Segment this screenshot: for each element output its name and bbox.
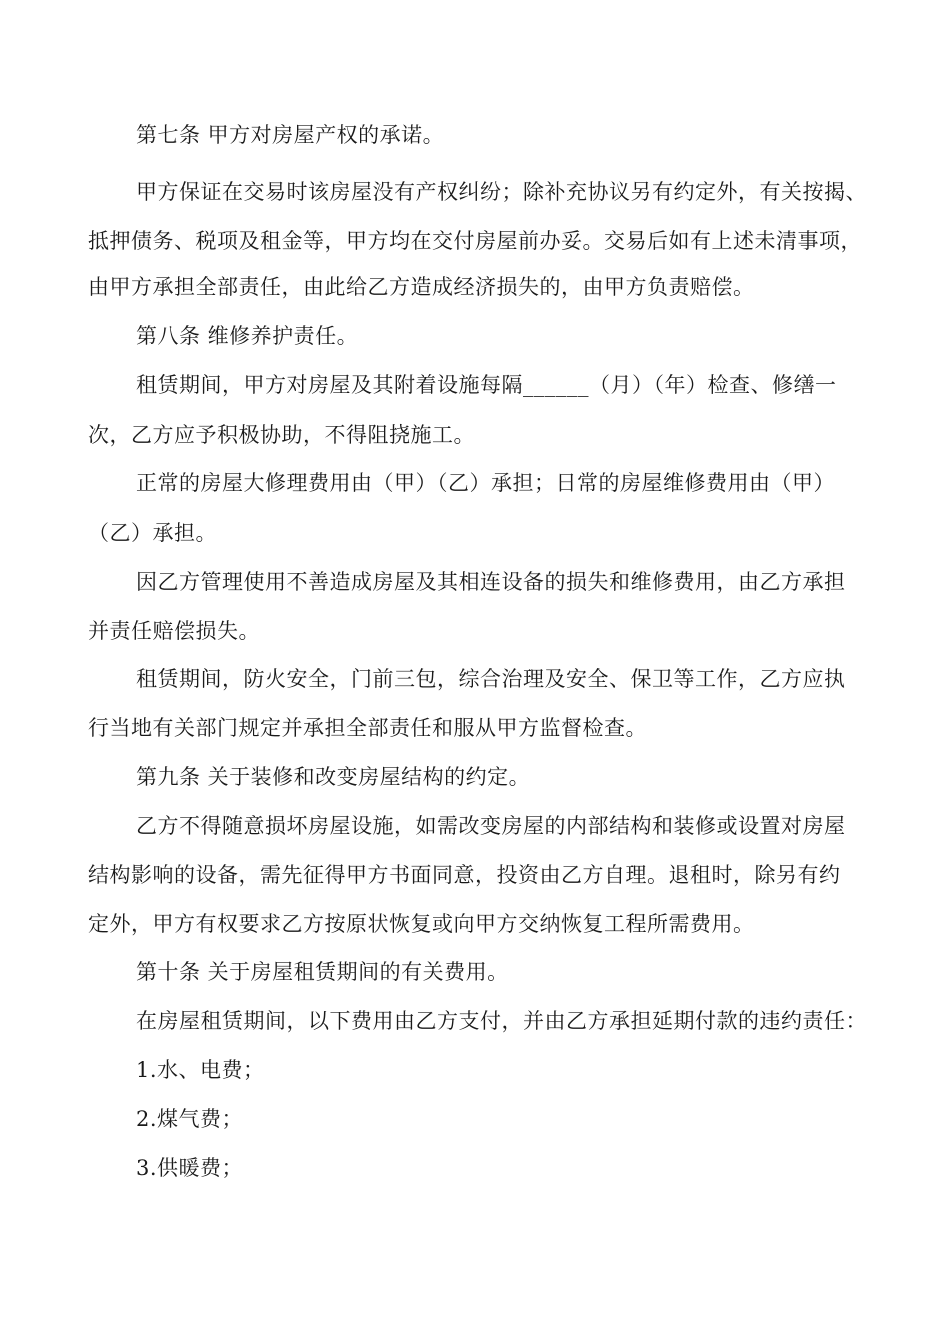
paragraph-line: 乙方不得随意损坏房屋设施，如需改变房屋的内部结构和装修或设置对房屋 — [136, 814, 846, 838]
paragraph-line: 租赁期间，甲方对房屋及其附着设施每隔______（月）（年）检查、修缮一 — [136, 373, 837, 397]
paragraph-line: （乙）承担。 — [88, 521, 217, 545]
paragraph-line: 甲方保证在交易时该房屋没有产权纠纷；除补充协议另有约定外，有关按揭、 — [136, 180, 867, 204]
paragraph-line: 正常的房屋大修理费用由（甲）（乙）承担；日常的房屋维修费用由（甲） — [136, 471, 835, 495]
article-8-heading: 第八条 维修养护责任。 — [136, 324, 359, 348]
article-9-heading: 第九条 关于装修和改变房屋结构的约定。 — [136, 765, 531, 789]
paragraph-line: 由甲方承担全部责任，由此给乙方造成经济损失的，由甲方负责赔偿。 — [88, 275, 755, 299]
paragraph-line: 并责任赔偿损失。 — [88, 619, 260, 643]
paragraph-line: 抵押债务、税项及租金等，甲方均在交付房屋前办妥。交易后如有上述未清事项， — [88, 229, 862, 253]
paragraph-line: 结构影响的设备，需先征得甲方书面同意，投资由乙方自理。退租时，除另有约 — [88, 863, 841, 887]
paragraph-line: 租赁期间，防火安全，门前三包，综合治理及安全、保卫等工作，乙方应执 — [136, 667, 846, 691]
paragraph-line: 定外，甲方有权要求乙方按原状恢复或向甲方交纳恢复工程所需费用。 — [88, 912, 755, 936]
paragraph-line: 因乙方管理使用不善造成房屋及其相连设备的损失和维修费用，由乙方承担 — [136, 570, 846, 594]
article-7-heading: 第七条 甲方对房屋产权的承诺。 — [136, 123, 445, 147]
paragraph-line: 行当地有关部门规定并承担全部责任和服从甲方监督检查。 — [88, 716, 647, 740]
list-item: 2.煤气费； — [136, 1107, 244, 1131]
article-10-heading: 第十条 关于房屋租赁期间的有关费用。 — [136, 960, 509, 984]
list-item: 1.水、电费； — [136, 1058, 265, 1082]
list-item: 3.供暖费； — [136, 1156, 244, 1180]
paragraph-line: 次，乙方应予积极协助，不得阻挠施工。 — [88, 423, 475, 447]
paragraph-line: 在房屋租赁期间，以下费用由乙方支付，并由乙方承担延期付款的违约责任： — [136, 1009, 867, 1033]
